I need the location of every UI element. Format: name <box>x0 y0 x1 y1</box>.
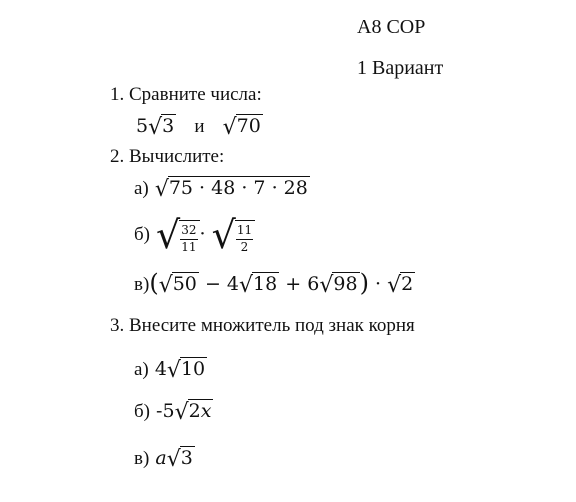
question-2a <box>134 176 310 202</box>
question-2c <box>134 269 415 298</box>
multiply-dot: · <box>374 273 388 295</box>
question-1-label: 1. Сравните числа: <box>110 84 262 105</box>
item-prefix: а) <box>134 178 149 199</box>
question-1-expression <box>136 114 263 140</box>
question-3a <box>134 357 207 383</box>
question-2-label: 2. Вычислите: <box>110 146 225 167</box>
item-prefix: в) <box>134 448 150 469</box>
operator-plus-6: + 6 <box>285 273 320 295</box>
coefficient: 5 <box>136 115 149 137</box>
sqrt-fraction-1: √ $\frac{32}{11}$ <box>156 212 200 254</box>
question-3b <box>134 399 213 425</box>
left-paren: ( <box>149 269 159 297</box>
sqrt-3: √3 <box>148 115 175 140</box>
sqrt-98: √98 <box>319 273 358 298</box>
item-prefix: б) <box>134 224 150 245</box>
item-prefix: в) <box>134 274 150 295</box>
sqrt-2: √2 <box>387 273 414 298</box>
document-title: А8 СОР <box>357 16 426 38</box>
variant-label: 1 Вариант <box>357 57 444 79</box>
multiply-dot: · <box>199 223 206 245</box>
item-prefix: б) <box>134 401 150 422</box>
sqrt-70: √70 <box>222 115 261 140</box>
sqrt-product: √75 · 48 · 7 · 28 <box>154 177 308 202</box>
operator-minus-4: − 4 <box>204 273 240 295</box>
coefficient: 4 <box>154 358 167 380</box>
item-prefix: а) <box>134 359 149 380</box>
coefficient: a <box>155 447 167 469</box>
sqrt-10: √10 <box>166 358 206 383</box>
right-paren: ) <box>359 269 369 297</box>
sqrt-18: √18 <box>239 273 278 298</box>
sqrt-50: √50 <box>158 273 197 298</box>
sqrt-3: √3 <box>166 447 193 472</box>
coefficient: -5 <box>156 400 175 422</box>
conjunction: и <box>194 116 205 137</box>
question-2b <box>134 212 255 257</box>
question-3c <box>134 446 195 472</box>
sqrt-2x: √2x <box>174 400 212 425</box>
question-3-label: 3. Внесите множитель под знак корня <box>110 315 415 336</box>
sqrt-fraction-2: √ $\frac{11}{2}$ <box>212 212 256 254</box>
